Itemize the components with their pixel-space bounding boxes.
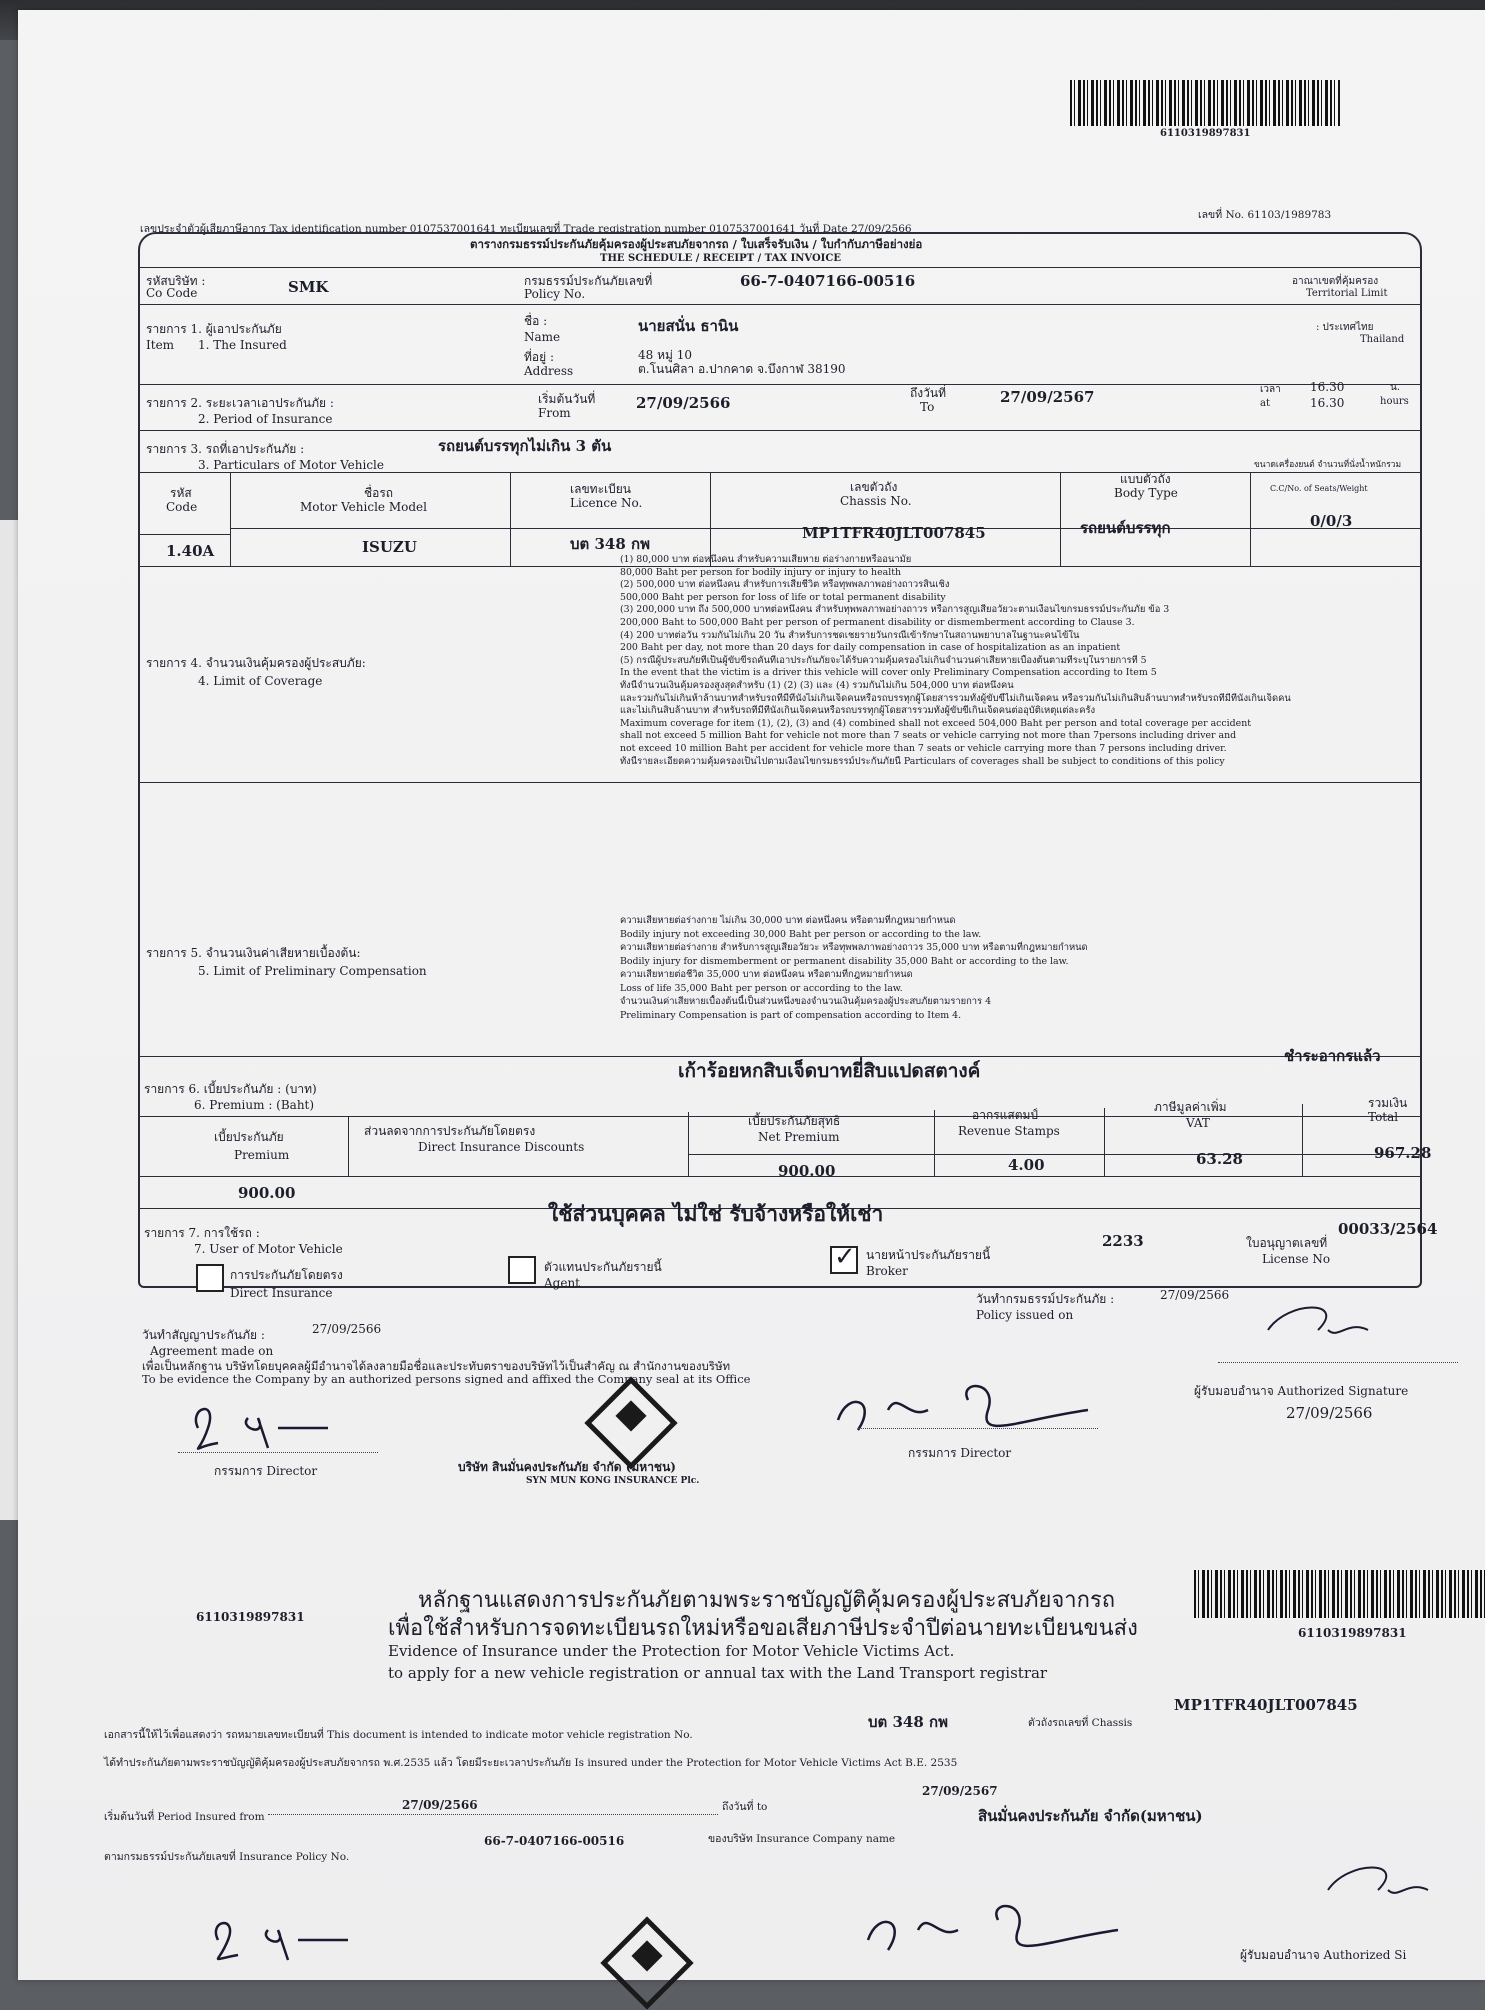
coverage-line: (2) 500,000 บาท ต่อหนึ่งคน สำหรับการเสียชีวิต หรือทุพพลภาพอย่างถาวรสิ้นเชิง — [620, 579, 950, 591]
time-label-th: เวลา — [1260, 384, 1281, 395]
authorized-label: ผู้รับมอบอำนาจ Authorized Signature — [1194, 1384, 1409, 1398]
time-start: 16.30 — [1310, 380, 1345, 394]
period-to: 27/09/2567 — [1000, 388, 1095, 406]
barcode-number-right: 6110319897831 — [1298, 1626, 1407, 1640]
net-premium-header-th: เบี้ยประกันภัยสุทธิ — [748, 1114, 841, 1128]
col-body-en: Body Type — [1114, 486, 1178, 500]
territory-value-en: Thailand — [1360, 334, 1405, 345]
period-to-label-th: ถึงวันที่ — [910, 386, 946, 400]
col-engine-th: ขนาดเครื่องยนต์ จำนวนที่นั่งน้ำหนักรวม — [1254, 460, 1402, 470]
company-name-th: บริษัท สินมั่นคงประกันภัย จำกัด (มหาชน) — [458, 1460, 676, 1474]
coverage-details — [620, 554, 1410, 768]
item5-label-th: รายการ 5. จำนวนเงินค่าเสียหายเบื้องต้น: — [146, 946, 361, 960]
insured-name-label-en: Name — [524, 330, 561, 344]
insurance-document — [18, 10, 1485, 1980]
item3-label-en: 3. Particulars of Motor Vehicle — [198, 458, 384, 472]
item4-label-en: 4. Limit of Coverage — [198, 674, 323, 688]
col-licence-th: เลขทะเบียน — [570, 482, 631, 496]
col-chassis-en: Chassis No. — [840, 494, 912, 508]
document-number: เลขที่ No. 61103/1989783 — [1198, 209, 1332, 221]
schedule-title-th: ตารางกรมธรรม์ประกันภัยคุ้มครองผู้ประสบภัยจากรถ / ใบเสร็จรับเงิน / ใบกำกับภาษีอย่างย่อ — [470, 237, 923, 251]
director2-signature-line — [858, 1428, 1098, 1429]
compensation-line: Bodily injury for dismemberment or permanent disability 35,000 Baht or according to the law. — [620, 955, 1069, 967]
stamp-paid: ชำระอากรแล้ว — [1284, 1047, 1381, 1065]
insured-name-label-th: ชื่อ : — [524, 314, 548, 328]
broker-checkbox[interactable] — [830, 1242, 858, 1274]
vehicle-model: ISUZU — [362, 538, 417, 556]
broker-code: 2233 — [1102, 1232, 1144, 1250]
territory-label-en: Territorial Limit — [1306, 288, 1388, 299]
barcode-number-top: 6110319897831 — [1160, 128, 1251, 139]
compensation-line: ความเสียหายต่อชีวิต 35,000 บาท ต่อหนึ่งคน หรือตามที่กฎหมายกำหนด — [620, 969, 913, 980]
evidence-text-en: To be evidence the Company by an authorized persons signed and affixed the Company seal at its Office — [142, 1372, 751, 1386]
coverage-line: not exceed 10 million Baht per accident for vehicle more than 7 seats or vehicle carrying more than 7 persons including driver. — [620, 742, 1227, 754]
certificate-title-en2: to apply for a new vehicle registration or annual tax with the Land Transport registrar — [388, 1664, 1048, 1682]
address-label-en: Address — [524, 364, 574, 378]
item7-label-th: รายการ 7. การใช้รถ : — [144, 1226, 260, 1240]
time-end: 16.30 — [1310, 396, 1345, 410]
coverage-line: ทั้งนี้จำนวนเงินคุ้มครองสูงสุดสำหรับ (1) (2) (3) และ (4) รวมกันไม่เกิน 504,000 บาท ต่อหนึ่งคน — [620, 679, 1014, 691]
coverage-line: Maximum coverage for item (1), (2), (3) and (4) combined shall not exceed 504,000 Baht per person and total coverage per accident — [620, 717, 1252, 729]
vat-header-th: ภาษีมูลค่าเพิ่ม — [1154, 1100, 1227, 1114]
item1-item-en: Item — [146, 338, 175, 352]
coverage-line: 500,000 Baht per person for loss of life or total permanent disability — [620, 591, 946, 603]
period-from-label-en: From — [538, 406, 571, 420]
direct-insurance-label-th: การประกันภัยโดยตรง — [230, 1268, 343, 1282]
col-body-th: แบบตัวถัง — [1120, 472, 1171, 486]
policy-issued-date: 27/09/2566 — [1160, 1288, 1230, 1302]
insurance-policy-number: 66-7-0407166-00516 — [484, 1834, 625, 1848]
trade-registration: ทะเบียนเลขที่ Trade registration number 0107537001641 — [499, 223, 796, 235]
insurance-company-name: สินมั่นคงประกันภัย จำกัด(มหาชน) — [978, 1807, 1203, 1825]
net-premium-header-en: Net Premium — [758, 1130, 840, 1144]
company-name-en: SYN MUN KONG INSURANCE Plc. — [526, 1476, 700, 1486]
coverage-line: 80,000 Baht per person for bodily injury or injury to health — [620, 566, 902, 578]
col-engine-en: C.C/No. of Seats/Weight — [1270, 484, 1368, 493]
broker-label-th: นายหน้าประกันภัยรายนี้ — [866, 1248, 991, 1262]
period-from-label-th: เริ่มต้นวันที่ — [538, 392, 596, 406]
net-premium-value: 900.00 — [778, 1162, 836, 1180]
item5-label-en: 5. Limit of Preliminary Compensation — [198, 964, 427, 978]
licence-number: บต 348 กพ — [570, 535, 650, 553]
col-code-th: รหัส — [170, 486, 192, 500]
agreement-label-en: Agreement made on — [150, 1344, 274, 1358]
tax-id: เลขประจำตัวผู้เสียภาษีอากร Tax identification number 0107537001641 — [140, 223, 497, 235]
schedule-title-en: THE SCHEDULE / RECEIPT / TAX INVOICE — [600, 253, 841, 264]
authorized-date: 27/09/2566 — [1286, 1404, 1373, 1422]
compensation-line: Bodily injury not exceeding 30,000 Baht per person or according to the law. — [620, 928, 982, 940]
revenue-stamps-value: 4.00 — [1008, 1156, 1045, 1174]
col-model-th: ชื่อรถ — [364, 486, 394, 500]
time-label-en: at — [1260, 398, 1270, 409]
coverage-line: 200,000 Baht to 500,000 Baht per person of permanent disability or dismemberment according to Clause 3. — [620, 616, 1135, 628]
period-insured-from-line — [268, 1814, 718, 1815]
certificate-chassis: MP1TFR40JLT007845 — [1174, 1696, 1358, 1714]
policy-label-th: กรมธรรม์ประกันภัยเลขที่ — [524, 274, 653, 288]
item3-label-th: รายการ 3. รถที่เอาประกันภัย : — [146, 442, 305, 456]
address-label-th: ที่อยู่ : — [524, 350, 555, 364]
chassis-number: MP1TFR40JLT007845 — [802, 524, 986, 542]
col-licence-en: Licence No. — [570, 496, 643, 510]
period-insured-to-label: ถึงวันที่ to — [722, 1801, 768, 1813]
certificate-director2-signature — [848, 1890, 1128, 1970]
total-header-th: รวมเงิน — [1368, 1096, 1408, 1110]
coverage-line: (5) กรณีผู้ประสบภัยที่เป็นผู้ขับขี่รถคันที่เอาประกันภัยจะได้รับความคุ้มครองไม่เกินจำนวนค่าเสียหายเบื้องต้นตามที่ระบุในรายการที่ 5 — [620, 654, 1147, 666]
co-code-label-en: Co Code — [146, 286, 198, 300]
hours-label-en: hours — [1380, 396, 1409, 407]
item2-label-en: 2. Period of Insurance — [198, 412, 333, 426]
coverage-line: และไม่เกินสิบล้านบาท สำหรับรถที่มีที่นั่งเกินเจ็ดคนหรือรถบรรทุกผู้โดยสารรวมทั้งผู้ขับขี่เกินเจ็ดคนต่ออุบัติเหตุแต่ละครั้ง — [620, 705, 1096, 717]
authorized-signature — [1258, 1300, 1378, 1360]
territory-label-th: อาณาเขตที่คุ้มครอง — [1292, 276, 1379, 287]
license-number: 00033/2564 — [1338, 1220, 1438, 1238]
director2-label: กรรมการ Director — [908, 1446, 1012, 1460]
coverage-line: (3) 200,000 บาท ถึง 500,000 บาทต่อหนึ่งคน สำหรับทุพพลภาพอย่างถาวร หรือการสูญเสียอวัยวะตามเงื่อนไขกรมธรรม์ประกันภัย ข้อ 3 — [620, 604, 1170, 616]
director1-signature-line — [178, 1452, 378, 1453]
certificate-director1-signature — [198, 1910, 398, 1980]
policy-label-en: Policy No. — [524, 287, 586, 301]
license-label-th: ใบอนุญาตเลขที่ — [1246, 1236, 1328, 1250]
item2-label-th: รายการ 2. ระยะเวลาเอาประกันภัย : — [146, 396, 334, 410]
coverage-line: ทั้งนี้รายละเอียดความคุ้มครองเป็นไปตามเงื่อนไขกรมธรรม์ประกันภัยนี้ Particulars of coverages shall be subject to conditions of this policy — [620, 755, 1225, 767]
territory-value-th: : ประเทศไทย — [1316, 322, 1374, 333]
period-insured-from-label: เริ่มต้นวันที่ Period Insured from — [104, 1811, 265, 1823]
certificate-authorized-label: ผู้รับมอบอำนาจ Authorized Si — [1240, 1948, 1407, 1962]
barcode-number-left: 6110319897831 — [196, 1610, 305, 1624]
premium-header-th: เบี้ยประกันภัย — [214, 1130, 284, 1144]
certificate-authorized-signature — [1318, 1860, 1438, 1920]
stamps-header-th: อากรแสตมป์ — [972, 1108, 1039, 1122]
co-code-label-th: รหัสบริษัท : — [146, 274, 206, 288]
agent-label-th: ตัวแทนประกันภัยรายนี้ — [544, 1260, 662, 1274]
certificate-row1-label: เอกสารนี้ให้ไว้เพื่อแสดงว่า รถหมายเลขทะเบียนที่ This document is intended to indicate motor vehicle registration No. — [104, 1729, 693, 1741]
address-line1: 48 หมู่ 10 — [638, 348, 692, 362]
stamps-header-en: Revenue Stamps — [958, 1124, 1060, 1138]
period-from: 27/09/2566 — [636, 394, 731, 412]
certificate-company-logo — [600, 1916, 693, 2009]
certificate-row2: ได้ทำประกันภัยตามพระราชบัญญัติคุ้มครองผู้ประสบภัยจากรถ พ.ศ.2535 แล้ว โดยมีระยะเวลาประกันภัย Is insured under the Protection for Motor Vehicle Victims Act B.E. 2535 — [104, 1757, 958, 1769]
insurance-policy-label: ตามกรมธรรม์ประกันภัยเลขที่ Insurance Policy No. — [104, 1851, 350, 1863]
policy-number: 66-7-0407166-00516 — [740, 272, 916, 290]
certificate-title-th1: หลักฐานแสดงการประกันภัยตามพระราชบัญญัติคุ้มครองผู้ประสบภัยจากรถ — [418, 1588, 1116, 1613]
coverage-line: In the event that the victim is a driver this vehicle will cover only Preliminary Compensation according to Item 5 — [620, 667, 1157, 679]
barcode-top — [1070, 80, 1340, 126]
agent-label-en: Agent — [544, 1276, 580, 1290]
hours-label-th: น. — [1390, 382, 1401, 393]
policy-issued-label-en: Policy issued on — [976, 1308, 1074, 1322]
item6-label-th: รายการ 6. เบี้ยประกันภัย : (บาท) — [144, 1082, 317, 1096]
coverage-line: shall not exceed 5 million Baht for vehicle not more than 7 seats or vehicle carrying not more than 7persons including driver and — [620, 730, 1237, 742]
compensation-line: ความเสียหายต่อร่างกาย สำหรับการสูญเสียอวัยวะ หรือทุพพลภาพอย่างถาวร 35,000 บาท หรือตามที่กฎหมายกำหนด — [620, 942, 1088, 953]
col-code-en: Code — [166, 500, 198, 514]
evidence-text-th: เพื่อเป็นหลักฐาน บริษัทโดยบุคคลผู้มีอำนาจได้ลงลายมือชื่อและประทับตราของบริษัทไว้เป็นสำคัญ ณ สำนักงานของบริษัท — [142, 1359, 731, 1373]
vat-value: 63.28 — [1196, 1150, 1243, 1168]
period-insured-to: 27/09/2567 — [922, 1784, 998, 1798]
document-date: วันที่ Date 27/09/2566 — [799, 223, 912, 235]
vehicle-type: รถยนต์บรรทุกไม่เกิน 3 ตัน — [438, 437, 612, 455]
certificate-title-th2: เพื่อใช้สำหรับการจดทะเบียนรถใหม่หรือขอเสียภาษีประจำปีต่อนายทะเบียนขนส่ง — [388, 1616, 1138, 1641]
director1-signature — [178, 1388, 378, 1468]
director1-label: กรรมการ Director — [214, 1464, 318, 1478]
address-line2: ต.โนนศิลา อ.ปากคาด จ.บึงกาฬ 38190 — [638, 362, 846, 376]
direct-insurance-checkbox[interactable] — [196, 1264, 224, 1292]
vehicle-usage: ใช้ส่วนบุคคล ไม่ใช่ รับจ้างหรือให้เช่า — [548, 1201, 884, 1226]
coverage-line: 200 Baht per day, not more than 20 days for daily compensation in case of hospitalization as an inpatient — [620, 642, 1121, 654]
certificate-chassis-label: ตัวถังรถเลขที่ Chassis — [1028, 1717, 1133, 1729]
policy-issued-label-th: วันทำกรมธรรม์ประกันภัย : — [976, 1292, 1115, 1306]
agreement-date: 27/09/2566 — [312, 1322, 382, 1336]
item4-label-th: รายการ 4. จำนวนเงินคุ้มครองผู้ประสบภัย: — [146, 656, 366, 670]
preliminary-compensation-details — [620, 914, 1410, 1022]
insured-name: นายสนั่น ธานิน — [638, 317, 739, 335]
engine-seats-weight: 0/0/3 — [1310, 512, 1353, 530]
certificate-registration: บต 348 กพ — [868, 1713, 948, 1731]
item7-label-en: 7. User of Motor Vehicle — [194, 1242, 343, 1256]
col-chassis-th: เลขตัวถัง — [850, 480, 898, 494]
item1-label-th: รายการ 1. ผู้เอาประกันภัย — [146, 322, 282, 336]
compensation-line: Loss of life 35,000 Baht per person or according to the law. — [620, 982, 903, 994]
coverage-line: (4) 200 บาทต่อวัน รวมกันไม่เกิน 20 วัน สำหรับการชดเชยรายวันกรณีเข้ารักษาในสถานพยาบาลในฐานะคนไข้ใน — [620, 629, 1080, 641]
total-value: 967.28 — [1374, 1144, 1432, 1162]
director2-signature — [818, 1370, 1098, 1450]
company-logo — [584, 1376, 677, 1469]
period-insured-from: 27/09/2566 — [402, 1798, 478, 1812]
checkmark-icon: ✓ — [834, 1242, 856, 1272]
co-code-value: SMK — [288, 278, 329, 296]
agreement-label-th: วันทำสัญญาประกันภัย : — [142, 1328, 265, 1342]
premium-header-en: Premium — [234, 1148, 290, 1162]
item1-label-en: 1. The Insured — [198, 338, 287, 352]
col-model-en: Motor Vehicle Model — [300, 500, 427, 514]
total-header-en: Total — [1368, 1110, 1399, 1124]
agent-checkbox[interactable] — [508, 1256, 536, 1284]
broker-label-en: Broker — [866, 1264, 908, 1278]
item6-label-en: 6. Premium : (Baht) — [194, 1098, 315, 1112]
period-to-label-en: To — [920, 400, 935, 414]
compensation-line: Preliminary Compensation is part of compensation according to Item 4. — [620, 1009, 962, 1021]
barcode-certificate — [1194, 1570, 1485, 1618]
premium-value: 900.00 — [238, 1184, 296, 1202]
vat-header-en: VAT — [1186, 1116, 1210, 1130]
coverage-line: (1) 80,000 บาท ต่อหนึ่งคน สำหรับความเสียหาย ต่อร่างกายหรืออนามัย — [620, 554, 912, 565]
coverage-line: และรวมกันไม่เกินห้าล้านบาทสำหรับรถที่มีที่นั่งไม่เกินเจ็ดคนหรือรถบรรทุกผู้โดยสารรวมทั้งผู้ขับขี่ไม่เกินเจ็ดคน หรือรวมกันไม่เกินสิบล้านบาทสำหรับรถที่มีที่นั่งเกินเจ็ดคน — [620, 692, 1291, 704]
discount-header-th: ส่วนลดจากการประกันภัยโดยตรง — [364, 1124, 536, 1138]
body-type: รถยนต์บรรทุก — [1080, 519, 1171, 537]
certificate-title-en1: Evidence of Insurance under the Protection for Motor Vehicle Victims Act. — [388, 1642, 955, 1660]
amount-in-words: เก้าร้อยหกสิบเจ็ดบาทยี่สิบแปดสตางค์ — [678, 1060, 981, 1082]
authorized-signature-line — [1218, 1362, 1458, 1363]
discount-header-en: Direct Insurance Discounts — [418, 1140, 585, 1154]
compensation-line: จำนวนเงินค่าเสียหายเบื้องต้นนี้เป็นส่วนหนึ่งของจำนวนเงินคุ้มครองผู้ประสบภัยตามรายการ 4 — [620, 996, 992, 1007]
compensation-line: ความเสียหายต่อร่างกาย ไม่เกิน 30,000 บาท ต่อหนึ่งคน หรือตามที่กฎหมายกำหนด — [620, 915, 956, 926]
direct-insurance-label-en: Direct Insurance — [230, 1286, 333, 1300]
vehicle-code: 1.40A — [166, 542, 215, 560]
insurance-company-label: ของบริษัท Insurance Company name — [708, 1833, 896, 1845]
license-label-en: License No — [1262, 1252, 1331, 1266]
